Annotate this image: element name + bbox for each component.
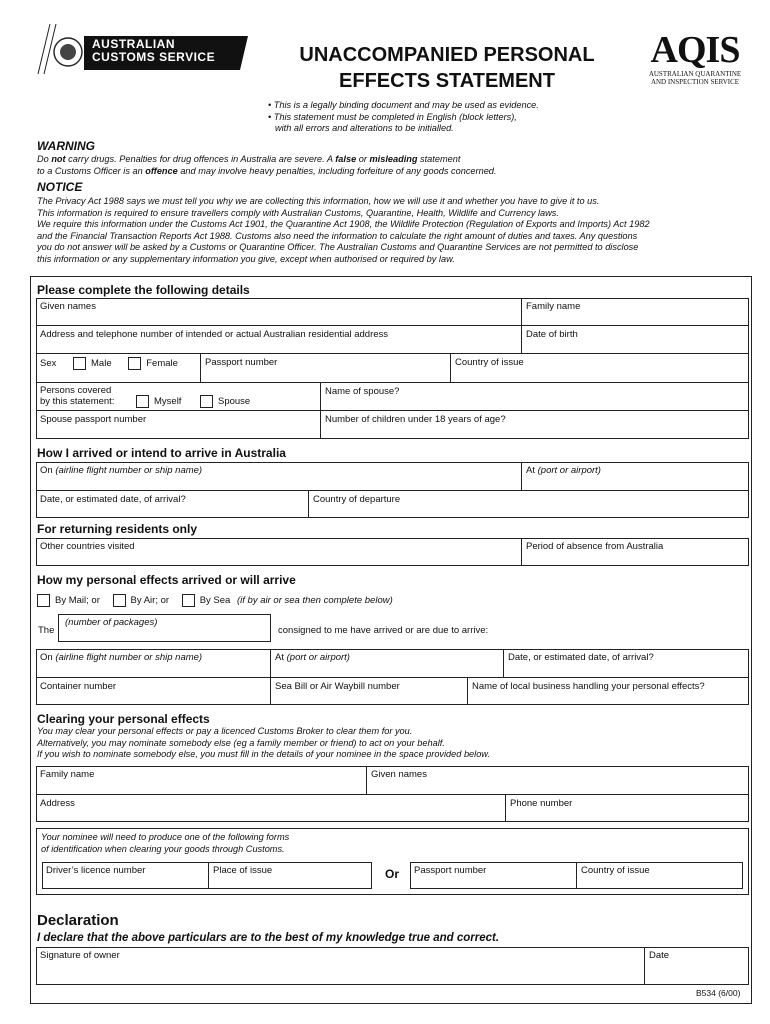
effects-on-field[interactable] bbox=[36, 649, 270, 677]
spouse-name-field[interactable] bbox=[320, 382, 749, 410]
nominee-passport-field[interactable] bbox=[410, 862, 576, 889]
passport-field[interactable] bbox=[200, 353, 450, 382]
container-label: Container number bbox=[40, 681, 117, 692]
notice-line-2: This information is required to ensure travellers comply with Australian Customs, Quarantine, Health, Wildlife and Currency laws. bbox=[37, 207, 559, 218]
licence-field[interactable] bbox=[42, 862, 208, 889]
clearing-line-2: Alternatively, you may nominate somebody else (eg a family member or friend) to act on your behalf. bbox=[37, 737, 445, 748]
other-countries-field[interactable] bbox=[36, 538, 522, 566]
myself-checkbox[interactable] bbox=[136, 395, 149, 408]
licence-place-field[interactable] bbox=[208, 862, 372, 889]
page-title bbox=[262, 42, 632, 94]
declaration-title: Declaration bbox=[37, 912, 119, 929]
spouse-checkbox[interactable] bbox=[200, 395, 213, 408]
notice-line-3: We require this information under the Customs Act 1901, the Quarantine Act 1908, the Wildlife Protection (Regulation of Exports and Imports) Act 1982 bbox=[37, 219, 650, 229]
nominee-given-label: Given names bbox=[371, 769, 427, 780]
aqis-logo-text: AQIS bbox=[650, 29, 740, 71]
country-issue-label: Country of issue bbox=[455, 357, 524, 368]
w2a: to a Customs Officer is an bbox=[37, 165, 146, 176]
warning-text bbox=[37, 154, 737, 177]
other-countries-label: Other countries visited bbox=[40, 541, 135, 552]
arrival-on-note: (airline flight number or ship name) bbox=[55, 465, 203, 476]
declaration-statement: I declare that the above particulars are to the best of my knowledge true and correct. bbox=[37, 932, 500, 944]
business-label: Name of local business handling your personal effects? bbox=[472, 681, 705, 692]
effects-title: How my personal effects arrived or will arrive bbox=[37, 573, 296, 587]
departure-label: Country of departure bbox=[313, 494, 401, 505]
nominee-passport-label: Passport number bbox=[414, 865, 487, 876]
notice-line-4: and the Financial Transaction Reports Act 1988. Customs also need the information to calculate the right amount of duties and taxes. Any questions bbox=[37, 230, 638, 241]
absence-field[interactable] bbox=[521, 538, 749, 566]
sea-checkbox[interactable] bbox=[182, 594, 195, 607]
w1d: false bbox=[335, 154, 357, 164]
notice-text bbox=[37, 196, 749, 265]
nominee-family-label: Family name bbox=[40, 769, 95, 780]
female-checkbox[interactable] bbox=[128, 357, 141, 370]
nominee-address-label: Address bbox=[40, 798, 75, 809]
spouse-label: Spouse bbox=[218, 396, 251, 408]
business-field[interactable] bbox=[467, 677, 749, 705]
consigned-text: consigned to me have arrived or are due to arrive: bbox=[278, 625, 489, 636]
w1b: not bbox=[51, 154, 66, 164]
customs-logo-line2: CUSTOMS SERVICE bbox=[92, 50, 216, 64]
waybill-field[interactable] bbox=[270, 677, 467, 705]
dob-field[interactable] bbox=[521, 325, 749, 353]
nominee-family-field[interactable] bbox=[36, 766, 366, 794]
spouse-passport-label: Spouse passport number bbox=[40, 414, 147, 425]
notice-title: NOTICE bbox=[37, 180, 83, 194]
declaration-date-label: Date bbox=[649, 950, 670, 961]
air-label: By Air; or bbox=[130, 595, 170, 607]
aqis-sub1: AUSTRALIAN QUARANTINE bbox=[648, 70, 742, 78]
form-code: B534 (6/00) bbox=[696, 988, 741, 998]
w1a: Do bbox=[37, 154, 52, 164]
male-checkbox[interactable] bbox=[73, 357, 86, 370]
effects-at-label: At bbox=[275, 652, 287, 663]
nominee-country-label: Country of issue bbox=[581, 865, 650, 876]
sex-label: Sex bbox=[40, 358, 57, 370]
nominee-phone-label: Phone number bbox=[510, 798, 573, 809]
packages-label: (number of packages) bbox=[65, 617, 158, 628]
mail-label: By Mail; or bbox=[55, 595, 100, 607]
children-field[interactable] bbox=[320, 410, 749, 439]
customs-logo-text bbox=[92, 38, 215, 64]
effects-at-field[interactable] bbox=[270, 649, 503, 677]
aqis-sub2: AND INSPECTION SERVICE bbox=[650, 78, 740, 86]
the-label: The bbox=[38, 625, 55, 636]
female-label: Female bbox=[146, 358, 178, 370]
nominee-given-field[interactable] bbox=[366, 766, 749, 794]
licence-label: Driver’s licence number bbox=[46, 865, 146, 876]
departure-field[interactable] bbox=[308, 490, 749, 518]
given-names-label: Given names bbox=[40, 301, 96, 312]
signature-label: Signature of owner bbox=[40, 950, 120, 961]
arrival-title: How I arrived or intend to arrive in Australia bbox=[37, 446, 286, 460]
passport-label: Passport number bbox=[205, 357, 278, 368]
effects-on-note: (airline flight number or ship name) bbox=[55, 652, 203, 663]
arrival-date-label: Date, or estimated date, of arrival? bbox=[40, 494, 186, 505]
declaration-date-field[interactable] bbox=[644, 947, 749, 985]
family-name-field[interactable] bbox=[521, 298, 749, 325]
w2b: offence bbox=[145, 165, 178, 176]
effects-date-field[interactable] bbox=[503, 649, 749, 677]
spouse-passport-field[interactable] bbox=[36, 410, 320, 439]
sea-note: (if by air or sea then complete below) bbox=[236, 595, 393, 607]
aqis-logo bbox=[640, 30, 750, 86]
clearing-line-1: You may clear your personal effects or pay a licenced Customs Broker to clear them for you. bbox=[37, 726, 413, 736]
returning-title: For returning residents only bbox=[37, 522, 198, 536]
w2c: and may involve heavy penalties, including forfeiture of any goods concerned. bbox=[177, 165, 497, 176]
arrival-at-field[interactable] bbox=[521, 462, 749, 490]
air-checkbox[interactable] bbox=[113, 594, 126, 607]
dob-label: Date of birth bbox=[526, 329, 578, 340]
licence-place-label: Place of issue bbox=[213, 865, 273, 876]
persons-covered-label2: by this statement: bbox=[40, 396, 115, 407]
clearing-line-3: If you wish to nominate somebody else, you must fill in the details of your nominee in the space provided below. bbox=[37, 749, 490, 759]
effects-at-note: (port or airport) bbox=[286, 652, 350, 663]
spouse-name-label: Name of spouse? bbox=[325, 386, 400, 397]
w1g: statement bbox=[417, 154, 461, 164]
address-field[interactable] bbox=[36, 325, 522, 353]
title-line2: EFFECTS STATEMENT bbox=[339, 70, 555, 92]
clearing-title: Clearing your personal effects bbox=[37, 712, 210, 726]
nominee-phone-field[interactable] bbox=[505, 794, 749, 822]
nominee-address-field[interactable] bbox=[36, 794, 505, 822]
arrival-date-field[interactable] bbox=[36, 490, 308, 518]
given-names-field[interactable] bbox=[36, 298, 522, 325]
or-label: Or bbox=[385, 867, 400, 881]
notice-line-5: you do not answer will be asked by a Customs or Quarantine Officer. The Australian Customs and Quarantine Services are not permitted to disclose bbox=[37, 242, 639, 252]
note-2: • This statement must be completed in English (block letters), bbox=[268, 111, 517, 122]
note-1: • This is a legally binding document and may be used as evidence. bbox=[268, 100, 539, 110]
arrival-on-label: On bbox=[40, 465, 56, 476]
notice-line-6: this information or any supplementary information you give, except when authorised or required by law. bbox=[37, 253, 455, 264]
mail-checkbox[interactable] bbox=[37, 594, 50, 607]
signature-field[interactable] bbox=[36, 947, 644, 985]
arrival-on-field[interactable] bbox=[36, 462, 522, 490]
details-title: Please complete the following details bbox=[37, 283, 250, 297]
id-line-2: of identification when clearing your goods through Customs. bbox=[41, 843, 285, 854]
absence-label: Period of absence from Australia bbox=[526, 541, 664, 552]
id-instructions bbox=[41, 832, 289, 855]
sex-field bbox=[36, 353, 200, 382]
address-label: Address and telephone number of intended or actual Australian residential address bbox=[40, 329, 389, 340]
w1e: or bbox=[356, 154, 370, 164]
arrival-at-label: At bbox=[526, 465, 538, 476]
warning-title: WARNING bbox=[37, 139, 95, 153]
waybill-label: Sea Bill or Air Waybill number bbox=[275, 681, 400, 692]
note-3: with all errors and alterations to be initialled. bbox=[275, 123, 454, 133]
packages-field[interactable] bbox=[58, 614, 271, 642]
nominee-country-field[interactable] bbox=[576, 862, 743, 889]
title-line1: UNACCOMPANIED PERSONAL bbox=[299, 44, 595, 66]
transport-options bbox=[37, 594, 393, 607]
arrival-at-note: (port or airport) bbox=[537, 465, 601, 476]
w1f: misleading bbox=[369, 154, 418, 164]
id-line-1: Your nominee will need to produce one of the following forms bbox=[41, 832, 290, 842]
container-field[interactable] bbox=[36, 677, 270, 705]
persons-covered-label1: Persons covered bbox=[40, 385, 112, 396]
effects-on-label: On bbox=[40, 652, 56, 663]
male-label: Male bbox=[91, 358, 112, 370]
children-label: Number of children under 18 years of age? bbox=[325, 414, 506, 425]
clearing-text bbox=[37, 726, 737, 761]
notice-line-1: The Privacy Act 1988 says we must tell you why we are collecting this information, how we will use it and whether you have to give it to us. bbox=[37, 196, 600, 206]
persons-covered-field bbox=[36, 382, 320, 410]
country-issue-field[interactable] bbox=[450, 353, 749, 382]
myself-label: Myself bbox=[154, 396, 182, 408]
sea-label: By Sea bbox=[199, 595, 231, 607]
effects-date-label: Date, or estimated date, of arrival? bbox=[508, 652, 654, 663]
w1c: carry drugs. Penalties for drug offences in Australia are severe. A bbox=[65, 154, 336, 164]
customs-logo-line1: AUSTRALIAN bbox=[92, 37, 175, 51]
family-name-label: Family name bbox=[526, 301, 581, 312]
header-notes bbox=[268, 100, 688, 135]
